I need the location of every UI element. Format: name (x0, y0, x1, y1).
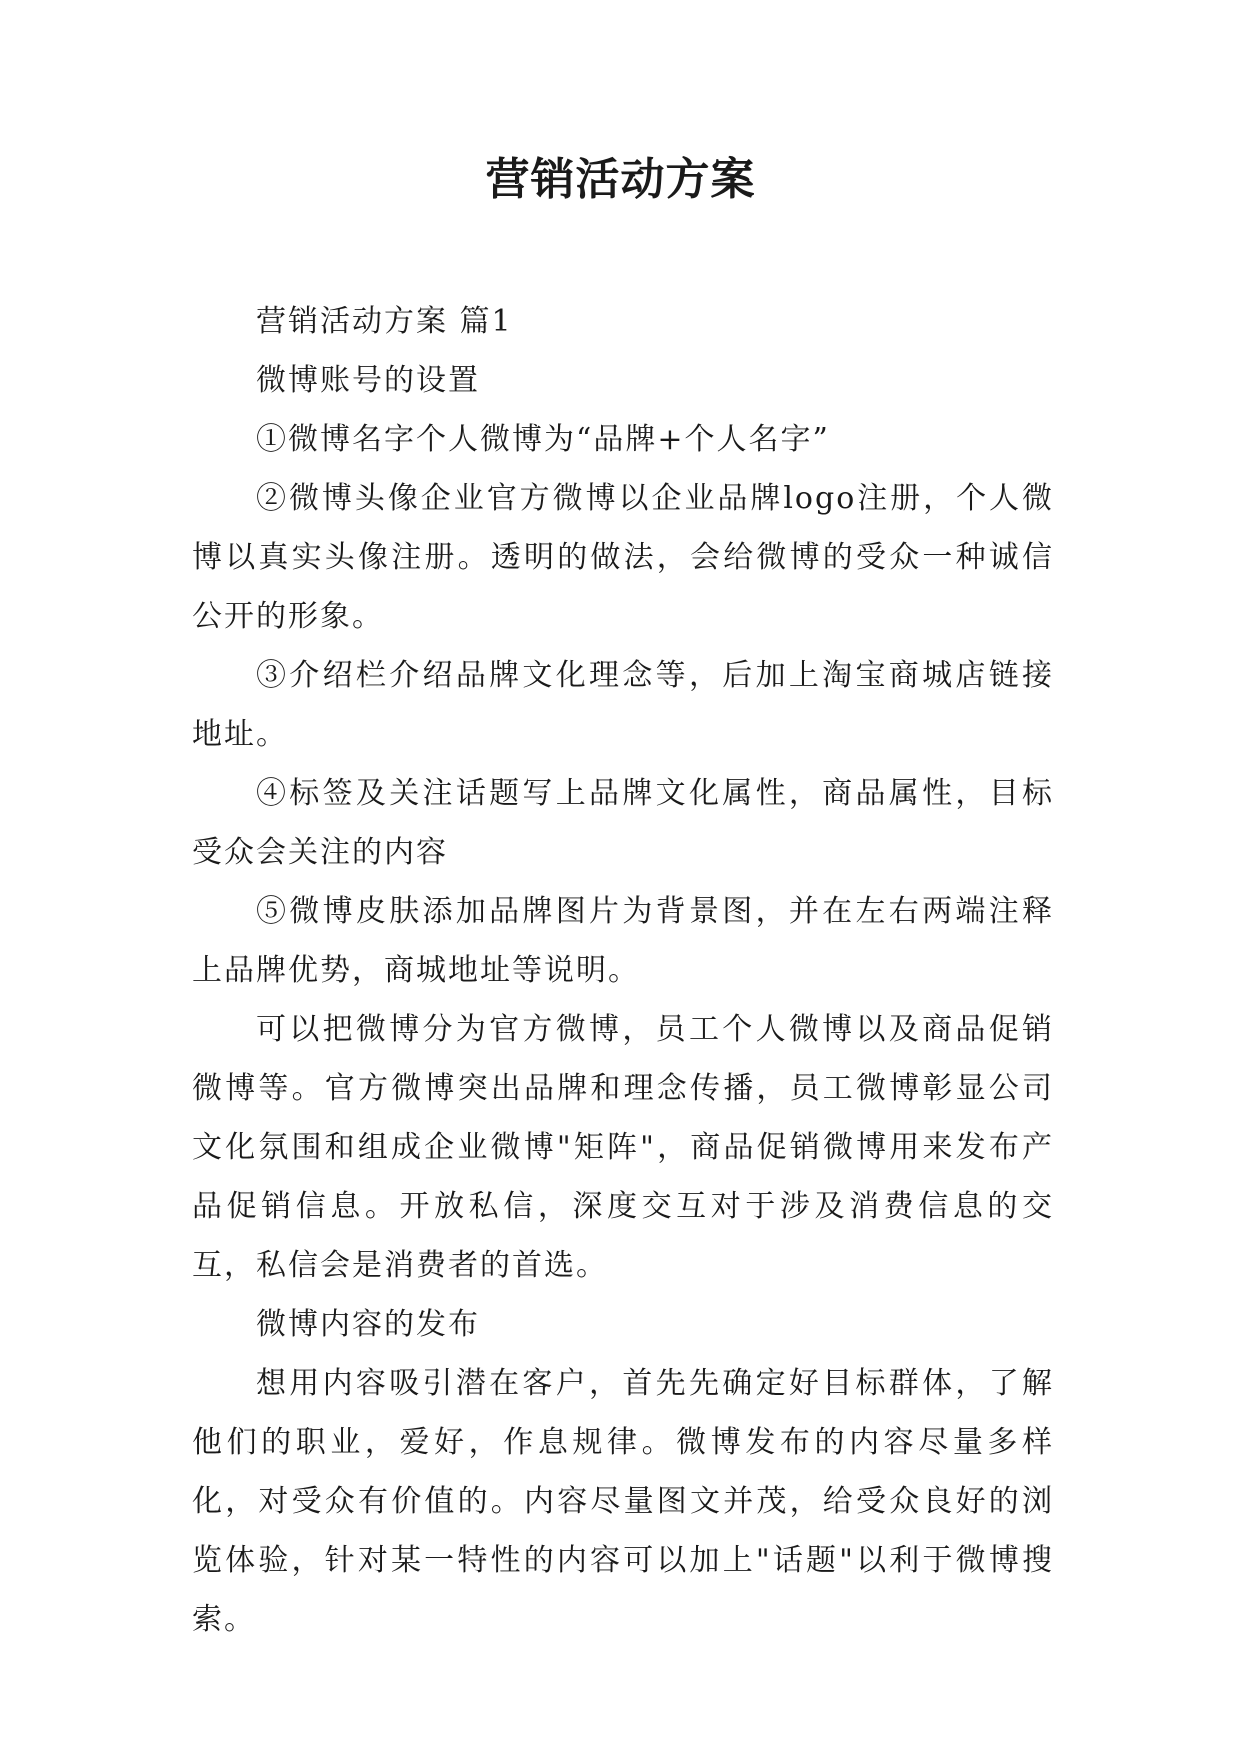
document-body (192, 292, 1054, 1649)
body-paragraph: ③介绍栏介绍品牌文化理念等，后加上淘宝商城店链接地址。 (192, 658, 1054, 752)
body-paragraph: ⑤微博皮肤添加品牌图片为背景图，并在左右两端注释上品牌优势，商城地址等说明。 (192, 894, 1054, 988)
body-paragraph: ②微博头像企业官方微博以企业品牌logo注册，个人微博以真实头像注册。透明的做法，会给微博的受众一种诚信公开的形象。 (192, 481, 1054, 634)
body-paragraph: 可以把微博分为官方微博，员工个人微博以及商品促销微博等。官方微博突出品牌和理念传播，员工微博彰显公司文化氛围和组成企业微博"矩阵"，商品促销微博用来发布产品促销信息。开放私信，深度交互对于涉及消费信息的交互，私信会是消费者的首选。 (192, 1012, 1054, 1283)
body-paragraph: 想用内容吸引潜在客户，首先先确定好目标群体，了解他们的职业，爱好，作息规律。微博发布的内容尽量多样化，对受众有价值的。内容尽量图文并茂，给受众良好的浏览体验，针对某一特性的内容可以加上"话题"以利于微博搜索。 (192, 1366, 1054, 1637)
body-paragraph: ①微博名字个人微博为“品牌+个人名字” (256, 422, 830, 457)
subsection-heading: 微博内容的发布 (256, 1307, 480, 1342)
subsection-heading: 微博账号的设置 (256, 363, 480, 398)
document-title: 营销活动方案 (485, 154, 756, 205)
section-heading: 营销活动方案 篇1 (256, 304, 513, 339)
body-paragraph: ④标签及关注话题写上品牌文化属性，商品属性，目标受众会关注的内容 (192, 776, 1054, 870)
